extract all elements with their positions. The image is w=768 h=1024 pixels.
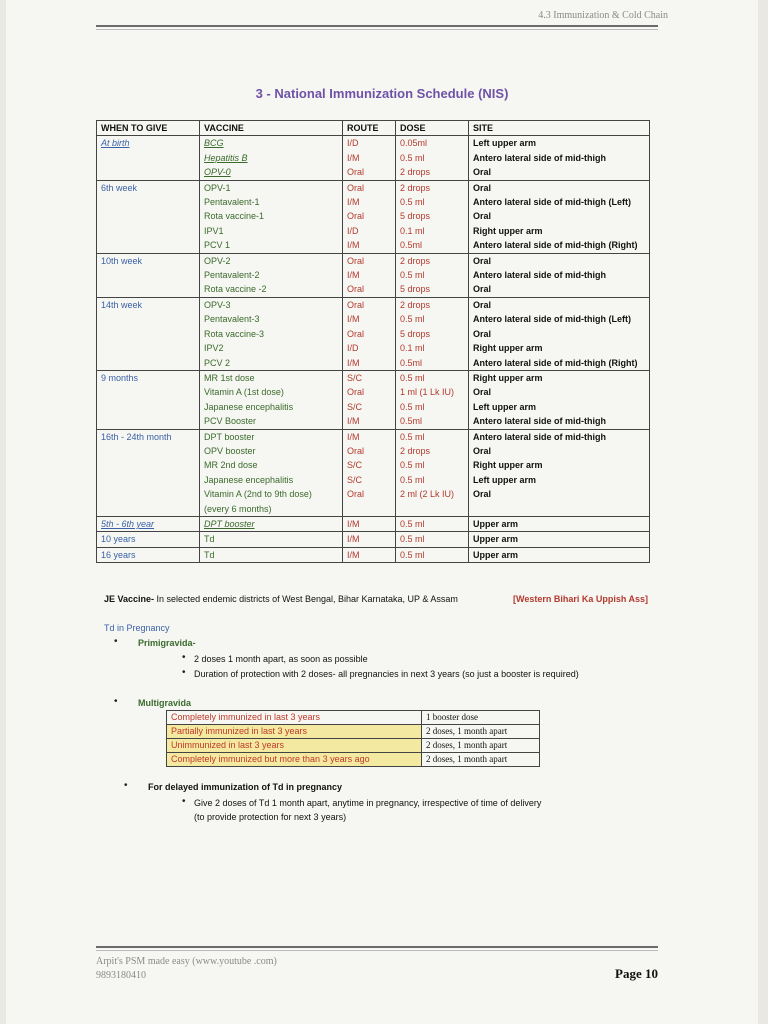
site-line: Right upper arm (473, 343, 543, 354)
route-line (347, 502, 391, 516)
vaccine-line: Td (204, 534, 215, 545)
vaccine-cell (200, 370, 343, 429)
site-line: Oral (473, 299, 492, 310)
dose-line: 2 drops (400, 299, 431, 310)
col-route: ROUTE (343, 121, 396, 136)
vaccine-cell (200, 547, 343, 562)
site-line: Left upper arm (473, 138, 537, 149)
site-cell (469, 516, 650, 531)
site-line: Oral (473, 387, 492, 398)
site-line: Antero lateral side of mid-thigh (Right) (473, 240, 638, 251)
when-label: At birth (101, 138, 130, 149)
site-cell (469, 297, 650, 370)
dose-line: 1 ml (1 Lk IU) (400, 387, 455, 398)
col-vaccine: VACCINE (200, 121, 343, 136)
schedule-row (97, 532, 650, 547)
route-cell (343, 370, 396, 429)
vaccine-cell (200, 516, 343, 531)
dose-line: 0.5 ml (400, 314, 425, 325)
chapter-header: 4.3 Immunization & Cold Chain (538, 10, 668, 21)
je-text: In selected endemic districts of West Bengal, Bihar Karnataka, UP & Assam (154, 594, 458, 604)
action-cell: 2 doses, 1 month apart (422, 739, 540, 753)
vaccine-line: Vitamin A (1st dose) (204, 387, 284, 398)
dose-line: 0.5 ml (400, 534, 425, 545)
primi-point-1: 2 doses 1 month apart, as soon as possible (194, 654, 368, 664)
vaccine-line: IPV2 (204, 343, 224, 354)
route-cell (343, 136, 396, 180)
site-line: Antero lateral side of mid-thigh (Left) (473, 197, 632, 208)
when-label: 10th week (101, 255, 143, 266)
route-line: I/M (347, 152, 360, 163)
bullet-icon: • (182, 652, 186, 663)
dose-cell (396, 516, 469, 531)
site-line: Antero lateral side of mid-thigh (473, 152, 607, 163)
dose-line: 0.5 ml (400, 474, 425, 485)
route-line: S/C (347, 401, 363, 412)
when-cell (97, 180, 200, 253)
dose-cell (396, 532, 469, 547)
schedule-row (97, 253, 650, 297)
dose-line: 5 drops (400, 211, 431, 222)
multigravida-label: Multigravida (138, 698, 192, 708)
je-note (104, 594, 458, 604)
vaccine-line: OPV-1 (204, 182, 231, 193)
site-line: Right upper arm (473, 225, 543, 236)
dose-line: 5 drops (400, 284, 431, 295)
when-cell (97, 297, 200, 370)
when-cell (97, 547, 200, 562)
vaccine-line: OPV-0 (204, 167, 231, 178)
site-line: Right upper arm (473, 460, 543, 471)
site-cell (469, 253, 650, 297)
route-line: Oral (347, 182, 365, 193)
vaccine-line: Vitamin A (2nd to 9th dose) (204, 489, 312, 500)
site-cell (469, 136, 650, 180)
page-number: Page 10 (615, 966, 658, 981)
vaccine-line: Japanese encephalitis (204, 474, 294, 485)
when-cell (97, 532, 200, 547)
dose-line: 0.1 ml (400, 343, 425, 354)
condition-cell: Completely immunized in last 3 years (167, 711, 422, 725)
site-line: Oral (473, 284, 492, 295)
when-label: 14th week (101, 299, 143, 310)
schedule-row (97, 429, 650, 516)
dose-cell (396, 136, 469, 180)
site-line: Antero lateral side of mid-thigh (473, 270, 607, 281)
site-line: Upper arm (473, 534, 519, 545)
dose-cell (396, 429, 469, 516)
delayed-point-1: Give 2 doses of Td 1 month apart, anytime in pregnancy, irrespective of time of delivery (194, 798, 542, 808)
vaccine-line: Rota vaccine-3 (204, 328, 265, 339)
route-line: I/M (347, 431, 360, 442)
header-rule (96, 25, 658, 27)
dose-line: 0.5ml (400, 416, 423, 427)
route-line: I/M (347, 197, 360, 208)
nis-header-row (97, 121, 650, 136)
multigravida-row (167, 725, 540, 739)
site-line (473, 502, 645, 516)
dose-line: 0.5 ml (400, 152, 425, 163)
vaccine-line: (every 6 months) (204, 503, 272, 514)
dose-line: 2 drops (400, 255, 431, 266)
dose-cell (396, 253, 469, 297)
site-line: Upper arm (473, 518, 519, 529)
route-line: Oral (347, 328, 365, 339)
primigravida-label: Primigravida- (138, 638, 196, 648)
when-label: 5th - 6th year (101, 518, 155, 529)
action-cell: 1 booster dose (422, 711, 540, 725)
route-line: S/C (347, 474, 363, 485)
bullet-icon: • (182, 667, 186, 678)
bullet-icon: • (124, 780, 128, 791)
route-line: I/M (347, 416, 360, 427)
site-line: Oral (473, 255, 492, 266)
site-line: Oral (473, 445, 492, 456)
bullet-icon: • (182, 796, 186, 807)
route-line: I/D (347, 225, 359, 236)
dose-cell (396, 370, 469, 429)
route-line: Oral (347, 299, 365, 310)
action-cell: 2 doses, 1 month apart (422, 753, 540, 767)
delayed-heading: For delayed immunization of Td in pregnancy (148, 782, 343, 792)
route-cell (343, 429, 396, 516)
when-cell (97, 136, 200, 180)
route-line: S/C (347, 460, 363, 471)
site-line: Oral (473, 182, 492, 193)
dose-line: 0.5ml (400, 357, 423, 368)
dose-cell (396, 547, 469, 562)
site-cell (469, 429, 650, 516)
site-line: Oral (473, 489, 492, 500)
multigravida-row (167, 753, 540, 767)
vaccine-line: IPV1 (204, 225, 224, 236)
schedule-row (97, 516, 650, 531)
route-line: I/M (347, 549, 360, 560)
vaccine-line: PCV 1 (204, 240, 231, 251)
td-heading: Td in Pregnancy (104, 623, 170, 633)
multigravida-row (167, 711, 540, 725)
site-cell (469, 370, 650, 429)
nis-table (96, 120, 650, 563)
vaccine-line: MR 1st dose (204, 372, 255, 383)
vaccine-line: Pentavalent-1 (204, 197, 260, 208)
bullet-icon: • (114, 696, 118, 707)
col-site: SITE (469, 121, 650, 136)
je-mnemonic: [Western Bihari Ka Uppish Ass] (513, 594, 649, 604)
dose-line: 0.5 ml (400, 401, 425, 412)
site-cell (469, 180, 650, 253)
dose-line: 0.5 ml (400, 518, 425, 529)
dose-line: 2 drops (400, 167, 431, 178)
vaccine-line: Hepatitis B (204, 152, 248, 163)
route-line: Oral (347, 167, 365, 178)
site-line: Antero lateral side of mid-thigh (Right) (473, 357, 638, 368)
primi-point-2: Duration of protection with 2 doses- all pregnancies in next 3 years (so just a booster is required) (194, 669, 579, 679)
vaccine-line: MR 2nd dose (204, 460, 258, 471)
site-line: Antero lateral side of mid-thigh (473, 431, 607, 442)
route-line: I/M (347, 240, 360, 251)
vaccine-cell (200, 136, 343, 180)
when-cell (97, 516, 200, 531)
route-line: I/D (347, 138, 359, 149)
route-cell (343, 180, 396, 253)
vaccine-line: DPT booster (204, 518, 255, 529)
dose-line: 0.5ml (400, 240, 423, 251)
route-line: Oral (347, 445, 365, 456)
vaccine-line: PCV Booster (204, 416, 257, 427)
route-line: I/M (347, 357, 360, 368)
route-cell (343, 532, 396, 547)
vaccine-cell (200, 429, 343, 516)
schedule-row (97, 370, 650, 429)
col-when: WHEN TO GIVE (97, 121, 200, 136)
route-line: Oral (347, 255, 365, 266)
site-line: Antero lateral side of mid-thigh (Left) (473, 314, 632, 325)
vaccine-line: PCV 2 (204, 357, 231, 368)
multigravida-table (166, 710, 540, 767)
when-cell (97, 370, 200, 429)
condition-cell: Completely immunized but more than 3 years ago (167, 753, 422, 767)
footer-rule (96, 946, 658, 948)
site-line: Oral (473, 211, 492, 222)
when-cell (97, 253, 200, 297)
route-line: Oral (347, 284, 365, 295)
dose-cell (396, 180, 469, 253)
footer-rule-thin (96, 950, 658, 951)
dose-line: 0.5 ml (400, 460, 425, 471)
route-line: I/M (347, 534, 360, 545)
page-title: 3 - National Immunization Schedule (NIS) (255, 86, 509, 101)
dose-line: 0.5 ml (400, 270, 425, 281)
vaccine-cell (200, 532, 343, 547)
site-cell (469, 547, 650, 562)
vaccine-line: Rota vaccine-1 (204, 211, 265, 222)
route-cell (343, 547, 396, 562)
vaccine-line: Rota vaccine -2 (204, 284, 267, 295)
site-line: Upper arm (473, 549, 519, 560)
when-label: 16th - 24th month (101, 431, 172, 442)
schedule-row (97, 180, 650, 253)
when-label: 9 months (101, 372, 139, 383)
site-line: Right upper arm (473, 372, 543, 383)
route-line: I/M (347, 518, 360, 529)
vaccine-line: OPV-2 (204, 255, 231, 266)
site-line: Left upper arm (473, 401, 537, 412)
route-line: Oral (347, 387, 365, 398)
site-line: Antero lateral side of mid-thigh (473, 416, 607, 427)
dose-line: 2 ml (2 Lk IU) (400, 489, 455, 500)
vaccine-line: DPT booster (204, 431, 255, 442)
site-line: Left upper arm (473, 474, 537, 485)
route-line: I/M (347, 314, 360, 325)
multigravida-row (167, 739, 540, 753)
col-dose: DOSE (396, 121, 469, 136)
footer-phone: 9893180410 (96, 970, 146, 981)
dose-line: 0.5 ml (400, 372, 425, 383)
condition-cell: Partially immunized in last 3 years (167, 725, 422, 739)
route-line: S/C (347, 372, 363, 383)
site-cell (469, 532, 650, 547)
route-cell (343, 516, 396, 531)
dose-line: 5 drops (400, 328, 431, 339)
vaccine-line: Pentavalent-2 (204, 270, 260, 281)
when-label: 10 years (101, 534, 136, 545)
schedule-row (97, 297, 650, 370)
dose-line: 0.5 ml (400, 549, 425, 560)
site-line: Oral (473, 167, 492, 178)
route-cell (343, 253, 396, 297)
condition-cell: Unimmunized in last 3 years (167, 739, 422, 753)
dose-line (400, 502, 464, 516)
dose-line: 0.5 ml (400, 431, 425, 442)
delayed-point-2: (to provide protection for next 3 years) (194, 812, 347, 822)
route-cell (343, 297, 396, 370)
dose-line: 0.05ml (400, 138, 428, 149)
document-page (6, 0, 758, 1024)
bullet-icon: • (114, 636, 118, 647)
schedule-row (97, 547, 650, 562)
action-cell: 2 doses, 1 month apart (422, 725, 540, 739)
vaccine-line: OPV-3 (204, 299, 231, 310)
route-line: I/D (347, 343, 359, 354)
vaccine-line: BCG (204, 138, 224, 149)
when-label: 6th week (101, 182, 138, 193)
je-label: JE Vaccine- (104, 594, 155, 604)
vaccine-cell (200, 297, 343, 370)
route-line: I/M (347, 270, 360, 281)
route-line: Oral (347, 211, 365, 222)
vaccine-line: Japanese encephalitis (204, 401, 294, 412)
when-label: 16 years (101, 549, 136, 560)
when-cell (97, 429, 200, 516)
vaccine-cell (200, 253, 343, 297)
dose-cell (396, 297, 469, 370)
dose-line: 2 drops (400, 445, 431, 456)
vaccine-cell (200, 180, 343, 253)
schedule-row (97, 136, 650, 180)
site-line: Oral (473, 328, 492, 339)
route-line: Oral (347, 489, 365, 500)
dose-line: 2 drops (400, 182, 431, 193)
footer-channel: Arpit's PSM made easy (www.youtube .com) (96, 956, 277, 967)
dose-line: 0.1 ml (400, 225, 425, 236)
vaccine-line: OPV booster (204, 445, 256, 456)
header-rule-thin (96, 29, 658, 30)
dose-line: 0.5 ml (400, 197, 425, 208)
vaccine-line: Td (204, 549, 215, 560)
vaccine-line: Pentavalent-3 (204, 314, 260, 325)
